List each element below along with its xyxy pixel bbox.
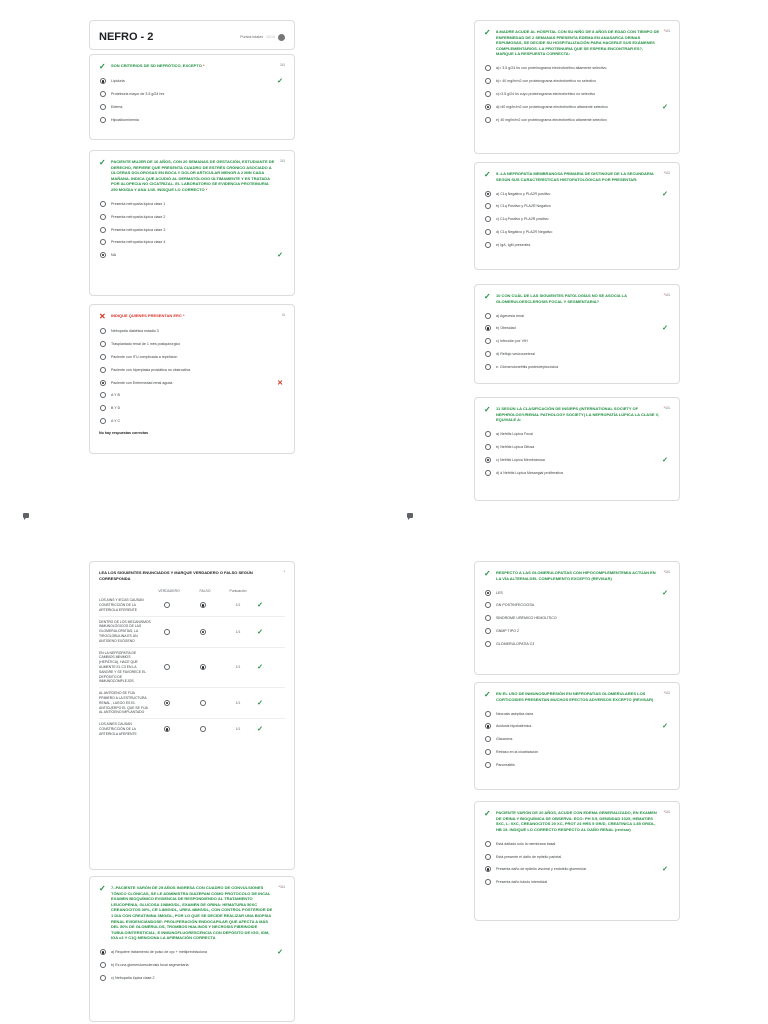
question-8 — [474, 20, 680, 154]
question-text: RESPECTO A LAS GLOMERULOPATÍAS CON HIPOCOMPLEMENTEMIA ACTÚAN EN LA VÍA ALTERNA DEL COMPLEMENTO EXCEPTO (REVISAR) — [496, 570, 656, 581]
question-erc — [89, 304, 295, 454]
question-score: *1/1 — [278, 885, 285, 889]
grid-row: AL ANTÍGENO SE FIJA PRIMERO A LA ESTRUCTURA RENAL , LUEGO ES EL ANTICUERPO EL QUE SE FIJA AL ANTÍGENO IMPLANTADO 1/1 ✓ — [99, 688, 285, 719]
correct-icon: ✓ — [277, 78, 283, 86]
option[interactable]: B Y D — [99, 402, 285, 415]
radio[interactable] — [485, 351, 491, 357]
radio-selected[interactable] — [164, 700, 170, 706]
question-inmuno — [474, 682, 680, 790]
correct-icon: ✓ — [277, 949, 283, 957]
option[interactable]: e. Glomerulonefritis postestreptocócica — [484, 360, 670, 373]
info-icon[interactable] — [278, 34, 285, 41]
option[interactable]: Trasplantado renal de 1 mes postquirúrgico — [99, 338, 285, 351]
radio[interactable] — [485, 216, 491, 222]
question-11 — [474, 397, 680, 501]
option[interactable]: Está presente el daño de epitelio parietal — [484, 850, 670, 863]
question-varon-20 — [474, 801, 680, 921]
grid-header — [99, 586, 285, 595]
option[interactable]: d) Reflujo vesicoureteral — [484, 348, 670, 361]
radio[interactable] — [100, 328, 106, 334]
radio-selected[interactable] — [485, 104, 491, 110]
option[interactable]: d) C1q Negativo y PLA2R Negativo — [484, 226, 670, 239]
radio[interactable] — [485, 242, 491, 248]
radio[interactable] — [485, 91, 491, 97]
correct-icon: ✓ — [484, 690, 491, 699]
correct-icon: ✓ — [257, 700, 263, 708]
radio[interactable] — [485, 117, 491, 123]
option[interactable]: b) C1q Positivo y PLA2R Negativo — [484, 200, 670, 213]
question-text: PACIENTE MUJER DE 16 AÑOS, CON 20 SEMANAS DE GESTACIÓN, ESTUDIANTE DE DERECHO, REFIERE QUE PRESENTA CUADRO DE ESTRÉS CRÓNICO ASOCIADO A ÚLCERAS DOLOROSAS EN BOCA Y DOLOR ARTICULAR MENOR A 2 MIN CADA MAÑANA. INDICA QUE ACUDIÓ AL DERMATÓLOGO ÚLTIMAMENTE Y ES TRATADA POR ALOPECIA NO CICATRIZAL. EL LABORATORIO SE EVIDENCIA PROTEINURIA 250 MG/DIA Y ANA 1/40. INDIQUE LO CORRECTO * — [111, 159, 275, 192]
option[interactable]: Acidosis hipokalémica ✓ — [484, 720, 670, 733]
feedback-note: No hay respuestas correctas — [99, 431, 149, 436]
option[interactable]: c) Nefropatía lúpica clase 2 — [99, 972, 285, 985]
col-puntuacion: Puntuación — [229, 588, 247, 593]
correct-icon: ✓ — [277, 252, 283, 260]
option[interactable]: Glaucoma — [484, 733, 670, 746]
correct-icon: ✓ — [99, 62, 106, 71]
quiz-header-card — [89, 20, 295, 50]
radio[interactable] — [100, 227, 106, 233]
col-verdadero: VERDADERO — [158, 588, 180, 593]
question-7 — [89, 876, 295, 1022]
radio-selected[interactable] — [200, 602, 206, 608]
radio-selected[interactable] — [485, 590, 491, 596]
radio[interactable] — [485, 313, 491, 319]
option[interactable]: GNMP TIPO 2 — [484, 625, 670, 638]
correct-icon: ✓ — [484, 405, 491, 414]
radio[interactable] — [164, 602, 170, 608]
question-9 — [474, 162, 680, 270]
correct-icon: ✓ — [484, 292, 491, 301]
correct-icon: ✓ — [662, 103, 668, 111]
total-points — [240, 34, 285, 41]
radio-selected[interactable] — [100, 380, 106, 386]
correct-icon: ✓ — [257, 726, 263, 734]
option[interactable]: Presenta nefropatía lúpica clase 1 — [99, 198, 285, 211]
radio[interactable] — [485, 78, 491, 84]
question-text: 11 SEGÚN LA CLASIFICACIÓN DE INS/RPS (INTERNATIONAL SOCIETY OF NEPHROLOGY/RENAL PATHOLOGY SOCIETY) LA NEFROPATÍA LÚPICA LA CLASE V, EQUIVALE A: — [496, 406, 660, 423]
question-text: LEA LOS SIGUIENTES ENUNCIADOS Y MARQUE VERDADERO O FALSO SEGÚN CORRESPONDA — [99, 570, 253, 581]
option[interactable]: b) Es una glomeruloesclerosis focal segmentaria — [99, 959, 285, 972]
radio[interactable] — [100, 239, 106, 245]
option[interactable]: b) Obesidad ✓ — [484, 322, 670, 335]
option[interactable]: a) Requiere tratamiento de pulso de cyc + metilprednisolona ✓ — [99, 946, 285, 959]
radio-selected[interactable] — [485, 191, 491, 197]
question-respecto — [474, 561, 680, 675]
option[interactable]: Está dañado solo la membrana basal — [484, 837, 670, 850]
grid-row: EN LA NEFROPATÍA DE CAMBIOS MÍNIMOS (HEPÁTICA), HACE QUE AUMENTE EL C3 EN LA SANGRE Y SE FAVORECE EL DEPÓSITO DE INMUNOCOMPLEJOS 1/1 ✓ — [99, 648, 285, 689]
radio[interactable] — [485, 879, 491, 885]
wrong-icon: ✕ — [99, 312, 106, 321]
radio[interactable] — [485, 749, 491, 755]
radio[interactable] — [485, 338, 491, 344]
option[interactable]: c) C1q Positivo y PLA2R positivo — [484, 213, 670, 226]
option[interactable]: d) d Nefritis Lúpica Mesangial proliferativa — [484, 466, 670, 479]
option[interactable]: GN POSTINFECCIOSA — [484, 599, 670, 612]
radio[interactable] — [100, 201, 106, 207]
correct-icon: ✓ — [662, 589, 668, 597]
option[interactable]: A Y B — [99, 389, 285, 402]
radio[interactable] — [100, 975, 106, 981]
required-star: * — [283, 570, 285, 574]
correct-icon: ✓ — [662, 866, 668, 874]
radio[interactable] — [485, 762, 491, 768]
question-score: *1/1 — [663, 810, 670, 814]
grid-row: DENTRO DE LOS MECANISMOS INMUNOLÓGICOS DE LAS GLOMERULOPATÍAS, LA TIROGLOBULINA ES UN ANTÍGENO EXÓGENO 1/1 ✓ — [99, 617, 285, 648]
option[interactable]: Proteinuria mayor de 3.5 g/24 hrs — [99, 88, 285, 101]
radio-selected[interactable] — [100, 252, 106, 258]
correct-icon: ✓ — [662, 456, 668, 464]
correct-icon: ✓ — [484, 170, 491, 179]
option[interactable]: Paciente con Enfermedad renal aguda ✕ — [99, 376, 285, 389]
question-grid — [89, 561, 295, 870]
radio-selected[interactable] — [485, 866, 491, 872]
question-score: /1 — [282, 313, 285, 317]
option[interactable]: Hipoalbuminemia — [99, 113, 285, 126]
option[interactable]: Edema — [99, 101, 285, 114]
radio[interactable] — [100, 117, 106, 123]
option[interactable]: Paciente con ITU complicada a repetición — [99, 351, 285, 364]
radio-selected[interactable] — [164, 726, 170, 732]
comment-icon[interactable] — [407, 513, 413, 518]
question-text: PACIENTE VARÓN DE 20 AÑOS, ACUDE CON EDEMA GENERALIZADO, EN EXAMEN DE ORINA Y BIOQUÍMICA SE OBSERVA: ECO: PH 5.5, DENSIDAD 1025, HEMATIES 5XC, L: 0XC, CREANOCITOS 20 XC, PROT 24 HRS 5 GR/D, CREATINICA 1.85 GR/DL, HB 15. INDIQUE LO CORRECTO RESPECTO AL DAÑO RENAL (revisar) — [496, 810, 657, 832]
option[interactable]: Presenta daño de epitelio visceral y endotelio glomerular ✓ — [484, 863, 670, 876]
option[interactable]: NA ✓ — [99, 249, 285, 262]
question-criterios — [89, 54, 295, 140]
comment-icon[interactable] — [23, 513, 29, 518]
radio-selected[interactable] — [100, 949, 106, 955]
question-paciente-16 — [89, 150, 295, 296]
total-points-value: 10/10 — [266, 35, 275, 39]
option[interactable]: b) Nefritis Lúpica Difusa — [484, 441, 670, 454]
radio[interactable] — [164, 664, 170, 670]
question-10 — [474, 284, 680, 384]
correct-icon: ✓ — [662, 190, 668, 198]
radio[interactable] — [485, 736, 491, 742]
option[interactable]: Presenta nefropatía lúpica clase 3 — [99, 223, 285, 236]
radio-selected[interactable] — [200, 629, 206, 635]
question-score: *1/1 — [663, 171, 670, 175]
option[interactable]: d)>40 mg/hr/m2 con proteinograma electroforético altamente selectivo ✓ — [484, 100, 670, 113]
radio[interactable] — [485, 431, 491, 437]
question-score: *1/1 — [663, 406, 670, 410]
option[interactable]: Presenta nefropatía lúpica clase 2 — [99, 210, 285, 223]
radio[interactable] — [100, 214, 106, 220]
radio[interactable] — [485, 65, 491, 71]
radio-selected[interactable] — [485, 457, 491, 463]
option[interactable]: a)> 3.5 g/24 hs con proteinograma electroforético altamente selectivo. — [484, 62, 670, 75]
radio[interactable] — [485, 229, 491, 235]
question-text: EN EL USO DE INMUNOSUPRESIÓN EN NEFROPATÍAS GLOMERULARES LOS CORTICOIDES PRESENTAN MUCHOS EFECTOS ADVERSOS EXCEPTO (REVISAR) — [496, 691, 654, 702]
radio[interactable] — [485, 470, 491, 476]
option[interactable]: e) IgA, IgM presentes — [484, 238, 670, 251]
option[interactable]: A Y C — [99, 415, 285, 428]
option[interactable]: LES ✓ — [484, 586, 670, 599]
option[interactable]: c)>3.5 g/24 hs cuyo proteinograma electroforético no selectivo — [484, 88, 670, 101]
correct-icon: ✓ — [99, 884, 106, 893]
radio-selected[interactable] — [200, 664, 206, 670]
correct-icon: ✓ — [257, 628, 263, 636]
option[interactable]: SINDROME URÉMICO HEMOLÍTICO — [484, 612, 670, 625]
option[interactable]: GLOMERULOPATÍA C3 — [484, 637, 670, 650]
radio[interactable] — [100, 341, 106, 347]
radio[interactable] — [200, 726, 206, 732]
radio[interactable] — [100, 367, 106, 373]
radio-selected[interactable] — [485, 325, 491, 331]
option[interactable]: Presenta nefropatía lúpica clase 4 — [99, 236, 285, 249]
radio[interactable] — [485, 841, 491, 847]
quiz-title: NEFRO - 2 — [99, 31, 154, 43]
question-text: 9.-LA NEFROPATÍA MEMBRANOSA PRIMARIA DE DISTINGUE DE LA SECUNDARIA SEGÚN SUS CARACTERÍSTICAS HISTOPATOLÓGICAS POR PRESENTAR: — [496, 171, 654, 182]
question-score: 1/1 — [280, 159, 285, 163]
radio[interactable] — [485, 444, 491, 450]
radio[interactable] — [100, 418, 106, 424]
option[interactable]: c) Infección por VIH — [484, 335, 670, 348]
option[interactable]: c) Nefritis Lúpica Membranosa ✓ — [484, 453, 670, 466]
option[interactable]: a) C1q Negativo y PLA2R positivo ✓ — [484, 187, 670, 200]
option[interactable]: Necrosis aséptica ósea — [484, 707, 670, 720]
option[interactable]: b)> 40 mg/hrm2 con proteinograma electroforético no selectivo — [484, 75, 670, 88]
radio[interactable] — [485, 615, 491, 621]
correct-icon: ✓ — [99, 158, 106, 167]
radio[interactable] — [164, 629, 170, 635]
correct-icon: ✓ — [484, 569, 491, 578]
radio-selected[interactable] — [485, 723, 491, 729]
radio[interactable] — [100, 405, 106, 411]
question-score: *1/1 — [663, 570, 670, 574]
radio[interactable] — [100, 104, 106, 110]
option[interactable]: Paciente con hiperplasia prostática no obstructiva — [99, 363, 285, 376]
question-score: 1/1 — [280, 63, 285, 67]
correct-icon: ✓ — [662, 723, 668, 731]
radio[interactable] — [485, 711, 491, 717]
radio[interactable] — [100, 91, 106, 97]
radio-selected[interactable] — [100, 78, 106, 84]
option[interactable]: Presenta daño tubulo intersticial — [484, 876, 670, 889]
question-score: *1/1 — [663, 691, 670, 695]
question-text: 7.-PACIENTE VARÓN DE 25 AÑOS INGRESA CON CUADRO DE CONVULSIONES TÓNICO CLÓNICAS, SE LE ADMINISTRA DIAZEPAM COMO PROTOCOLO DE INCAL EXAMEN BIOQUÍMICO EVIDENCIA DE RESPONDIENDO AL TRATAMIENTO LEUCOPENIA, GLUCOSA 198MG/DL, EXAMEN DE ORINA: HEMATURIA 50XC CREANOCITOS 30%, CR 1.8MG/DL, UREA 48MG/DL, CON CONTROL POSTERIOR DE 1 DIA CON CREATININA 3MG/DL, POR LO QUE SE DECIDE REALIZAR UNA BIOPSIA RENAL EVIDENCIÁNDOSE: PROLIFERACIÓN ENDOCAPILAR QUE AFECTA A MÁS DEL 50% DE GLOMÉRULOS, TROMBOS HIALINOS Y NECROSIS FIBRINOIDE TUBULOINTERSTICIAL, E INMUNOFLUORESCENCIA CON DEPÓSITO DE IGG, IGM, IGA c3 Y C1Q MENCIONA LA AFIRMACIÓN CORRECTA — [111, 885, 273, 941]
option[interactable]: Pancreatitis — [484, 758, 670, 771]
radio[interactable] — [485, 602, 491, 608]
question-text: INDIQUE QUIENES PRESENTAN ERC * — [111, 313, 185, 318]
option[interactable]: Lipiduria ✓ — [99, 75, 285, 88]
radio[interactable] — [485, 641, 491, 647]
option[interactable]: e) 40 mg/hr/m2 con proteinograma electroforético altamente selectivo — [484, 113, 670, 126]
option[interactable]: a) Nefritis Lúpica Focal — [484, 428, 670, 441]
option[interactable]: Nefropatía diabética estadio 3 — [99, 325, 285, 338]
grid-row: LOS AINS Y IECAS CAUSAN CONSTRICCIÓN DE LA ARTERIOLA EFERENTE 1/1 ✓ — [99, 595, 285, 616]
wrong-icon: ✕ — [277, 379, 283, 387]
question-score: *1/1 — [663, 293, 670, 297]
radio[interactable] — [200, 700, 206, 706]
correct-icon: ✓ — [484, 809, 491, 818]
radio[interactable] — [485, 203, 491, 209]
question-text: 10 CON CUÁL DE LAS SIGUIENTES PATOLOGÍAS NO SE ASOCIA LA GLOMERULOESCLEROSIS FOCAL Y SEGMENTARIA? — [496, 293, 627, 304]
question-score: *1/1 — [663, 29, 670, 33]
correct-icon: ✓ — [484, 28, 491, 37]
question-text: SON CRITERIOS DE SD NEFRÓTICO, EXCEPTO * — [111, 63, 205, 68]
question-text: 8-MADRE ACUDE AL HOSPITAL CON SU NIÑO DE 8 AÑOS DE EDAD CON TIEMPO DE ENFERMEDAD DE 2 SEMANAS PRESENTA EDEMA EN ANASARCA ORINAS ESPUMOSAS, SE DECIDE SU HOSPITALIZACIÓN PARA HACERLE SUS EXÁMENES COMPLEMENTARIOS. LA PROTEINURIA QUE SE ESPERA ENCONTRAR ES?, MARQUE LA RESPUESTA CORRECTA: — [496, 29, 660, 57]
radio[interactable] — [100, 354, 106, 360]
option[interactable]: a) Agenesia renal — [484, 309, 670, 322]
radio[interactable] — [485, 628, 491, 634]
correct-icon: ✓ — [257, 602, 263, 610]
correct-icon: ✓ — [257, 664, 263, 672]
correct-icon: ✓ — [662, 325, 668, 333]
radio[interactable] — [485, 364, 491, 370]
col-falso: FALSO — [199, 588, 211, 593]
radio[interactable] — [485, 854, 491, 860]
radio[interactable] — [100, 392, 106, 398]
option[interactable]: Retraso en la cicatrización — [484, 746, 670, 759]
radio[interactable] — [100, 962, 106, 968]
grid-row: LOS AINES CAUSAN CONSTRICCIÓN DE LA ARTERIOLA AFERENTE 1/1 ✓ — [99, 719, 285, 739]
total-points-label: Puntos totales — [240, 35, 263, 39]
